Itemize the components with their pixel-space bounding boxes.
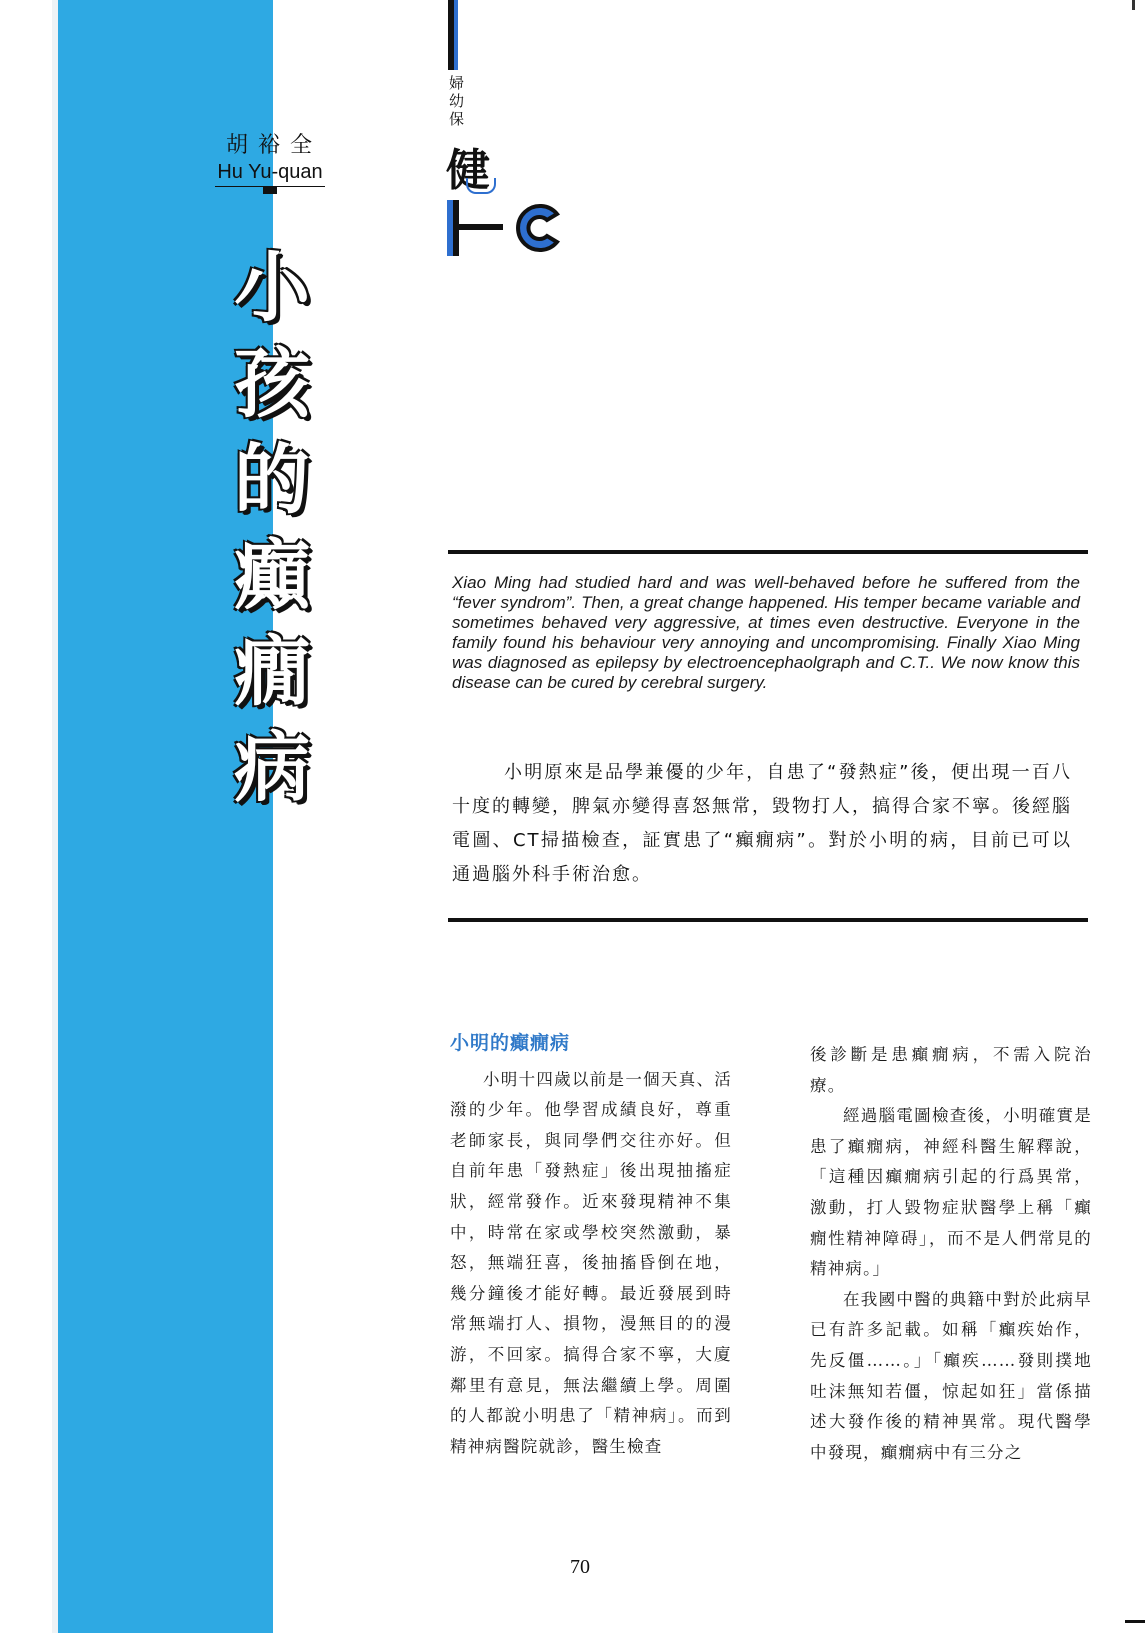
title-char: 癇 (234, 627, 310, 716)
section-logo-bar-accent (454, 0, 458, 70)
scan-mark-bottom (1125, 1620, 1145, 1623)
body-paragraph: 小明十四歲以前是一個天真、活潑的少年。他學習成績良好，尊重老師家長，與同學們交往亦好。但自前年患「發熱症」後出現抽搐症狀，經常發作。近來發現精神不集中，時常在家或學校突然激動，暴怒，無端狂喜，後抽搐昏倒在地，幾分鐘後才能好轉。最近發展到時常無端打人、損物，漫無目的的漫游，不回家。搞得合家不寧，大廈鄰里有意見，無法繼續上學。周圍的人都說小明患了「精神病」。而到精神病醫院就診，醫生檢查 (450, 1069, 732, 1456)
body-column-left (450, 1028, 732, 1462)
author-name-cn: 胡裕全 (225, 133, 322, 158)
title-char: 孩 (234, 339, 310, 428)
top-rule (448, 550, 1088, 554)
section-heading: 小明的癲癇病 (450, 1032, 571, 1054)
section-tag-char: 幼 (449, 92, 465, 110)
title-char: 的 (234, 435, 310, 524)
hc-logo-icon (447, 200, 567, 256)
title-char: 小 (234, 243, 310, 332)
title-char: 癲 (234, 531, 310, 620)
author-block (215, 128, 325, 187)
page-number: 70 (570, 1556, 590, 1578)
english-abstract: Xiao Ming had studied hard and was well-behaved before he suffered from the “fever syndrom”. Then, a great change happened. His temper became variable and sometimes behaved very aggressive, at times even destructive. Everyone in the family found his behaviour very annoying and uncompromising. Finally Xiao Ming was diagnosed as epilepsy by electroencephaolgraph and C.T.. We now know this disease can be cured by cerebral surgery. (452, 573, 1080, 692)
body-paragraph: 經過腦電圖檢查後，小明確實是患了癲癇病，神經科醫生解釋說，「這種因癲癇病引起的行爲異常，激動，打人毀物症狀醫學上稱「癲癇性精神障碍」，而不是人們常見的精神病。」 (810, 1106, 1092, 1279)
bottom-rule (448, 918, 1088, 922)
section-tag (449, 74, 469, 128)
author-name-en: Hu Yu-quan (215, 161, 325, 187)
chinese-summary: 小明原來是品學兼優的少年，自患了“發熱症”後，便出現一百八十度的轉變，脾氣亦變得喜怒無常，毀物打人，搞得合家不寧。後經腦電圖、CT掃描檢查，証實患了“癲癇病”。對於小明的病，目前已可以通過腦外科手術治愈。 (452, 762, 1072, 885)
section-tag-char: 婦 (449, 74, 465, 92)
section-health-char: 健 (446, 145, 490, 196)
article-title (222, 240, 322, 816)
bathtub-icon (466, 178, 496, 194)
body-paragraph: 在我國中醫的典籍中對於此病早已有許多記載。如稱「癲疾始作，先反僵……。」「癲疾……發則撲地吐沫無知若僵，惊起如狂」當係描述大發作後的精神異常。現代醫學中發現，癲癇病中有三分之 (810, 1289, 1092, 1462)
scan-mark (1132, 0, 1135, 10)
author-tick-mark (263, 186, 277, 194)
body-column-right (810, 1040, 1092, 1468)
section-tag-char: 保 (449, 110, 465, 128)
title-char: 病 (234, 723, 310, 812)
body-paragraph: 後診斷是患癲癇病，不需入院治療。 (810, 1045, 1092, 1095)
